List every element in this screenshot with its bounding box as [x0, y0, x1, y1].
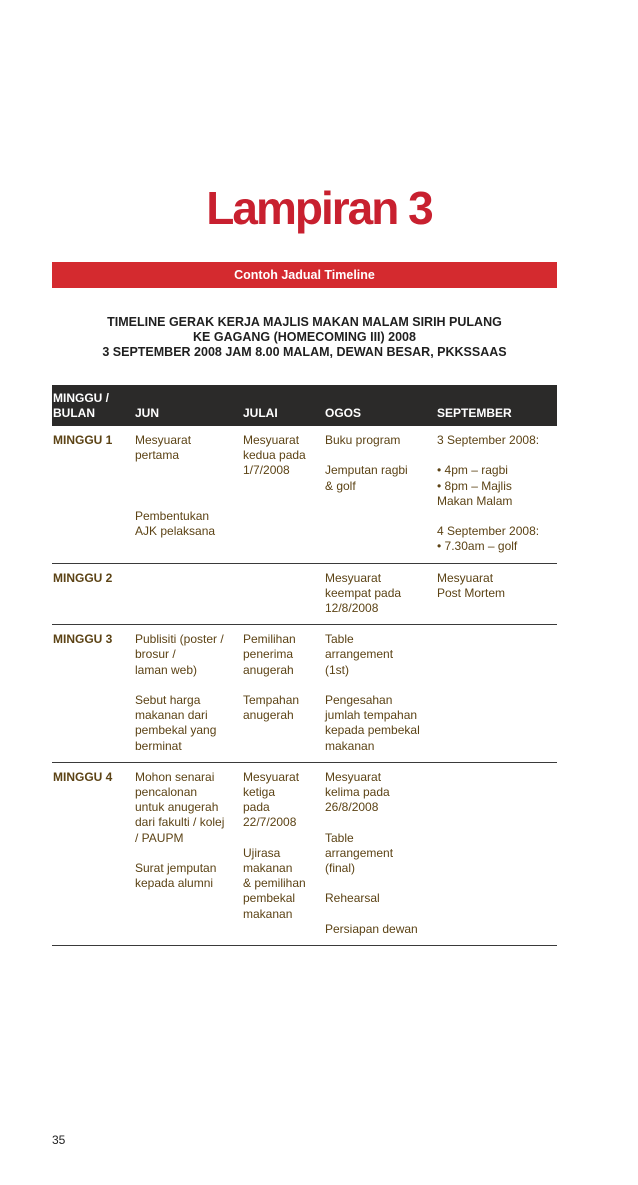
cell-text: 26/8/2008 — [325, 800, 379, 815]
header-ogos: OGOS — [325, 406, 362, 420]
cell-text — [135, 846, 239, 861]
cell-text: Mesyuarat — [243, 433, 300, 447]
header-week-label: MINGGU / BULAN — [53, 391, 109, 420]
table-cell — [325, 426, 437, 563]
cell-text: (final) — [325, 861, 356, 876]
table-cell — [325, 625, 437, 763]
cell-text — [243, 831, 321, 846]
cell-text: 1/7/2008 — [243, 463, 290, 478]
cell-text: Ujirasa — [243, 845, 281, 860]
cell-text: kepada pembekal — [325, 723, 420, 738]
table-subtitle — [52, 315, 557, 360]
cell-text: makanan — [243, 861, 293, 876]
cell-text: Publisiti (poster / — [135, 632, 224, 647]
cell-text: Mesyuarat — [135, 433, 192, 447]
cell-text: 22/7/2008 — [243, 815, 297, 830]
page-number: 35 — [52, 1133, 66, 1147]
cell-text: jumlah tempahan — [325, 708, 418, 723]
header-september: SEPTEMBER — [437, 406, 512, 420]
table-cell — [243, 426, 325, 563]
cell-text: Table — [325, 830, 354, 845]
table-cell — [325, 563, 437, 625]
header-jun: JUN — [135, 406, 160, 420]
week-label: MINGGU 3 — [52, 625, 135, 763]
cell-text: dari fakulti / kolej — [135, 815, 225, 830]
cell-text: brosur / — [135, 647, 176, 662]
cell-text — [135, 678, 239, 693]
cell-text: • 7.30am – golf — [437, 539, 518, 554]
cell-text: 4 September 2008: — [437, 524, 540, 539]
cell-text — [325, 815, 433, 830]
cell-text: 3 September 2008: — [437, 433, 540, 447]
table-cell — [437, 563, 557, 625]
cell-text: arrangement — [325, 845, 394, 860]
table-cell — [243, 563, 325, 625]
week-label: MINGGU 4 — [52, 762, 135, 945]
section-banner — [52, 262, 557, 288]
cell-text — [325, 876, 433, 891]
table-cell — [437, 625, 557, 763]
cell-text: arrangement — [325, 647, 394, 662]
cell-text: kepada alumni — [135, 876, 214, 891]
subtitle-line: KE GAGANG (HOMECOMING III) 2008 — [193, 330, 416, 344]
cell-text: penerima — [243, 647, 294, 662]
cell-text: AJK pelaksana — [135, 524, 216, 539]
cell-text: Surat jemputan — [135, 861, 217, 876]
cell-text: kedua pada — [243, 448, 306, 463]
cell-text: makanan — [325, 738, 375, 753]
cell-text: ketiga — [243, 785, 276, 800]
cell-text: Mohon senarai — [135, 769, 215, 784]
cell-text: anugerah — [243, 662, 294, 677]
table-cell — [437, 762, 557, 945]
cell-text: anugerah — [243, 708, 294, 723]
cell-text: Tempahan — [243, 693, 300, 707]
table-row — [52, 625, 557, 763]
timeline-table — [52, 385, 557, 946]
cell-text: Pengesahan — [325, 693, 393, 707]
cell-text: 12/8/2008 — [325, 601, 379, 615]
table-cell — [325, 762, 437, 945]
cell-text — [325, 448, 433, 463]
table-header-row — [52, 385, 557, 426]
cell-text: Post Mortem — [437, 585, 506, 600]
cell-text: Rehearsal — [325, 891, 380, 906]
week-label: MINGGU 1 — [52, 426, 135, 563]
cell-text: Persiapan dewan — [325, 921, 418, 936]
cell-text — [135, 463, 239, 478]
cell-text: (1st) — [325, 662, 349, 677]
cell-text: pembekal yang — [135, 723, 217, 738]
header-week — [52, 385, 135, 426]
table-cell — [135, 563, 243, 625]
cell-text: • 4pm – ragbi — [437, 463, 508, 478]
week-label: MINGGU 2 — [52, 563, 135, 625]
cell-text: Mesyuarat — [325, 570, 382, 585]
cell-text: Pembentukan — [135, 508, 210, 523]
cell-text: pada — [243, 800, 270, 815]
cell-text: & golf — [325, 478, 356, 493]
cell-text: pencalonan — [135, 785, 198, 800]
table-row — [52, 563, 557, 625]
cell-text: makanan — [243, 906, 293, 921]
cell-text — [437, 448, 553, 463]
cell-text — [243, 678, 321, 693]
cell-text: / PAUPM — [135, 830, 184, 845]
section-banner-label: Contoh Jadual Timeline — [234, 268, 375, 282]
cell-text: laman web) — [135, 662, 198, 677]
cell-text — [325, 678, 433, 693]
cell-text: Buku program — [325, 433, 401, 447]
cell-text: Mesyuarat — [437, 570, 494, 585]
table-cell — [135, 762, 243, 945]
subtitle-line: 3 SEPTEMBER 2008 JAM 8.00 MALAM, DEWAN BESAR, PKKSSAAS — [102, 345, 507, 359]
cell-text — [135, 479, 239, 494]
table-cell — [243, 625, 325, 763]
table-row — [52, 762, 557, 945]
table-cell — [135, 625, 243, 763]
header-julai: JULAI — [243, 406, 278, 420]
page-title: Lampiran 3 — [206, 182, 432, 234]
cell-text: untuk anugerah — [135, 800, 219, 815]
cell-text: pertama — [135, 448, 180, 463]
table-body — [52, 426, 557, 946]
cell-text: pembekal — [243, 891, 296, 906]
subtitle-line: TIMELINE GERAK KERJA MAJLIS MAKAN MALAM SIRIH PULANG — [107, 315, 502, 329]
cell-text — [135, 494, 239, 509]
cell-text: Mesyuarat — [243, 769, 300, 784]
table-row — [52, 426, 557, 563]
cell-text: Sebut harga — [135, 693, 201, 707]
cell-text — [325, 907, 433, 922]
cell-text: keempat pada — [325, 585, 402, 600]
table-cell — [135, 426, 243, 563]
cell-text: Table — [325, 632, 354, 647]
cell-text — [437, 509, 553, 524]
cell-text: • 8pm – Majlis — [437, 478, 512, 493]
cell-text: Pemilihan — [243, 632, 296, 647]
cell-text: kelima pada — [325, 785, 390, 800]
cell-text: makanan dari — [135, 708, 208, 723]
cell-text: & pemilihan — [243, 876, 306, 891]
cell-text: berminat — [135, 738, 182, 753]
cell-text: Makan Malam — [437, 493, 513, 508]
cell-text: Mesyuarat — [325, 769, 382, 784]
cell-text: Jemputan ragbi — [325, 463, 408, 478]
table-cell — [437, 426, 557, 563]
table-cell — [243, 762, 325, 945]
